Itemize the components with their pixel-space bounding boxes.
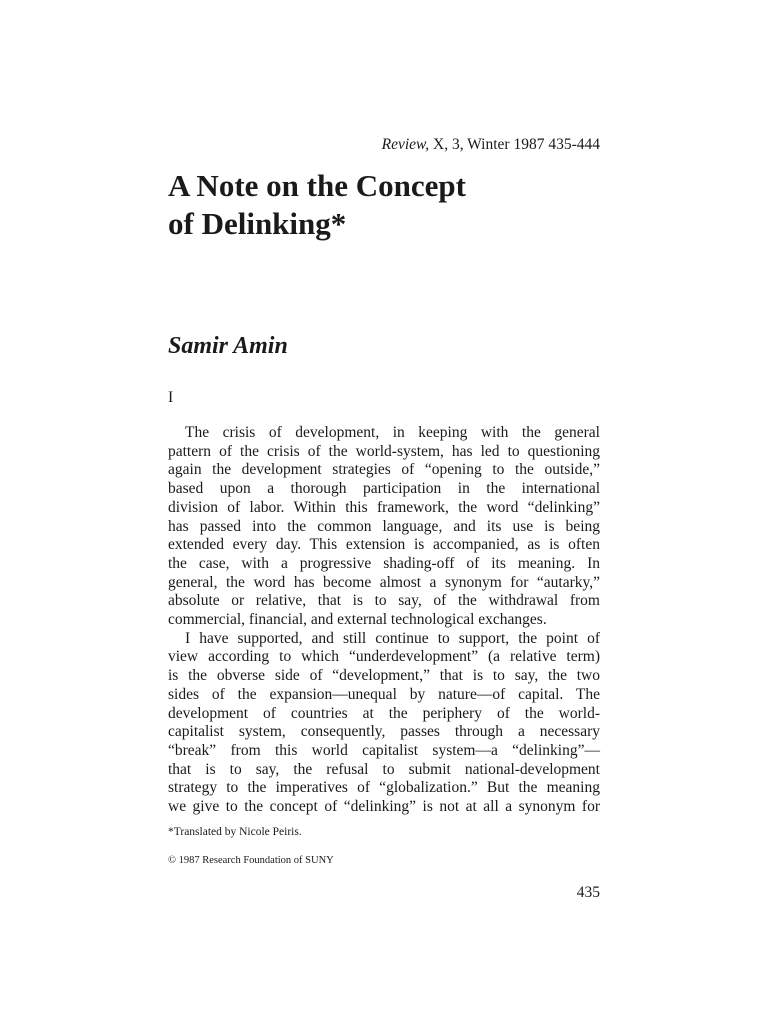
- body-line: sides of the expansion—unequal by nature—of capital. The: [168, 685, 600, 703]
- body-line: absolute or relative, that is to say, of the withdrawal from: [168, 592, 600, 610]
- body-line: view according to which “underdevelopment” (a relative term): [168, 648, 600, 666]
- body-line: development of countries at the periphery of the world-: [168, 704, 600, 722]
- body-line: capitalist system, consequently, passes through a necessary: [168, 723, 600, 741]
- article-title: [168, 167, 608, 243]
- body-line: I have supported, and still continue to support, the point of: [185, 629, 600, 647]
- section-number: I: [168, 389, 174, 406]
- body-line: again the development strategies of “opening to the outside,”: [168, 461, 600, 479]
- body-line: the case, with a progressive shading-off of its meaning. In: [168, 554, 600, 572]
- page-number: 435: [576, 884, 600, 901]
- paragraph-2: [168, 630, 600, 817]
- body-line: based upon a thorough participation in the international: [168, 480, 600, 498]
- journal-name: Review,: [381, 136, 430, 153]
- body-line: has passed into the common language, and its use is being: [168, 517, 600, 535]
- body-line: division of labor. Within this framework, the word “delinking”: [168, 498, 600, 516]
- body-line: strategy to the imperatives of “globalization.” But the meaning: [168, 779, 600, 797]
- article-body: [168, 424, 600, 817]
- citation-details: X, 3, Winter 1987 435-444: [429, 136, 600, 153]
- body-line: “break” from this world capitalist system—a “delinking”—: [168, 741, 600, 759]
- title-line-2: of Delinking*: [168, 206, 347, 241]
- body-line: is the obverse side of “development,” that is to say, the two: [168, 667, 600, 685]
- title-line-1: A Note on the Concept: [168, 168, 466, 203]
- body-line: pattern of the crisis of the world-system, has led to questioning: [168, 442, 600, 460]
- translator-footnote: *Translated by Nicole Peiris.: [168, 826, 302, 838]
- body-line: The crisis of development, in keeping with the general: [185, 424, 600, 441]
- body-line: we give to the concept of “delinking” is not at all a synonym for: [168, 798, 600, 816]
- journal-citation: [354, 136, 600, 154]
- paragraph-1: [168, 424, 600, 630]
- author-name: Samir Amin: [168, 333, 288, 359]
- copyright-notice: © 1987 Research Foundation of SUNY: [168, 855, 334, 866]
- body-line: general, the word has become almost a synonym for “autarky,”: [168, 573, 600, 591]
- body-line: commercial, financial, and external technological exchanges.: [168, 611, 547, 629]
- body-line: extended every day. This extension is accompanied, as is often: [168, 536, 600, 554]
- body-line: that is to say, the refusal to submit national-development: [168, 760, 600, 778]
